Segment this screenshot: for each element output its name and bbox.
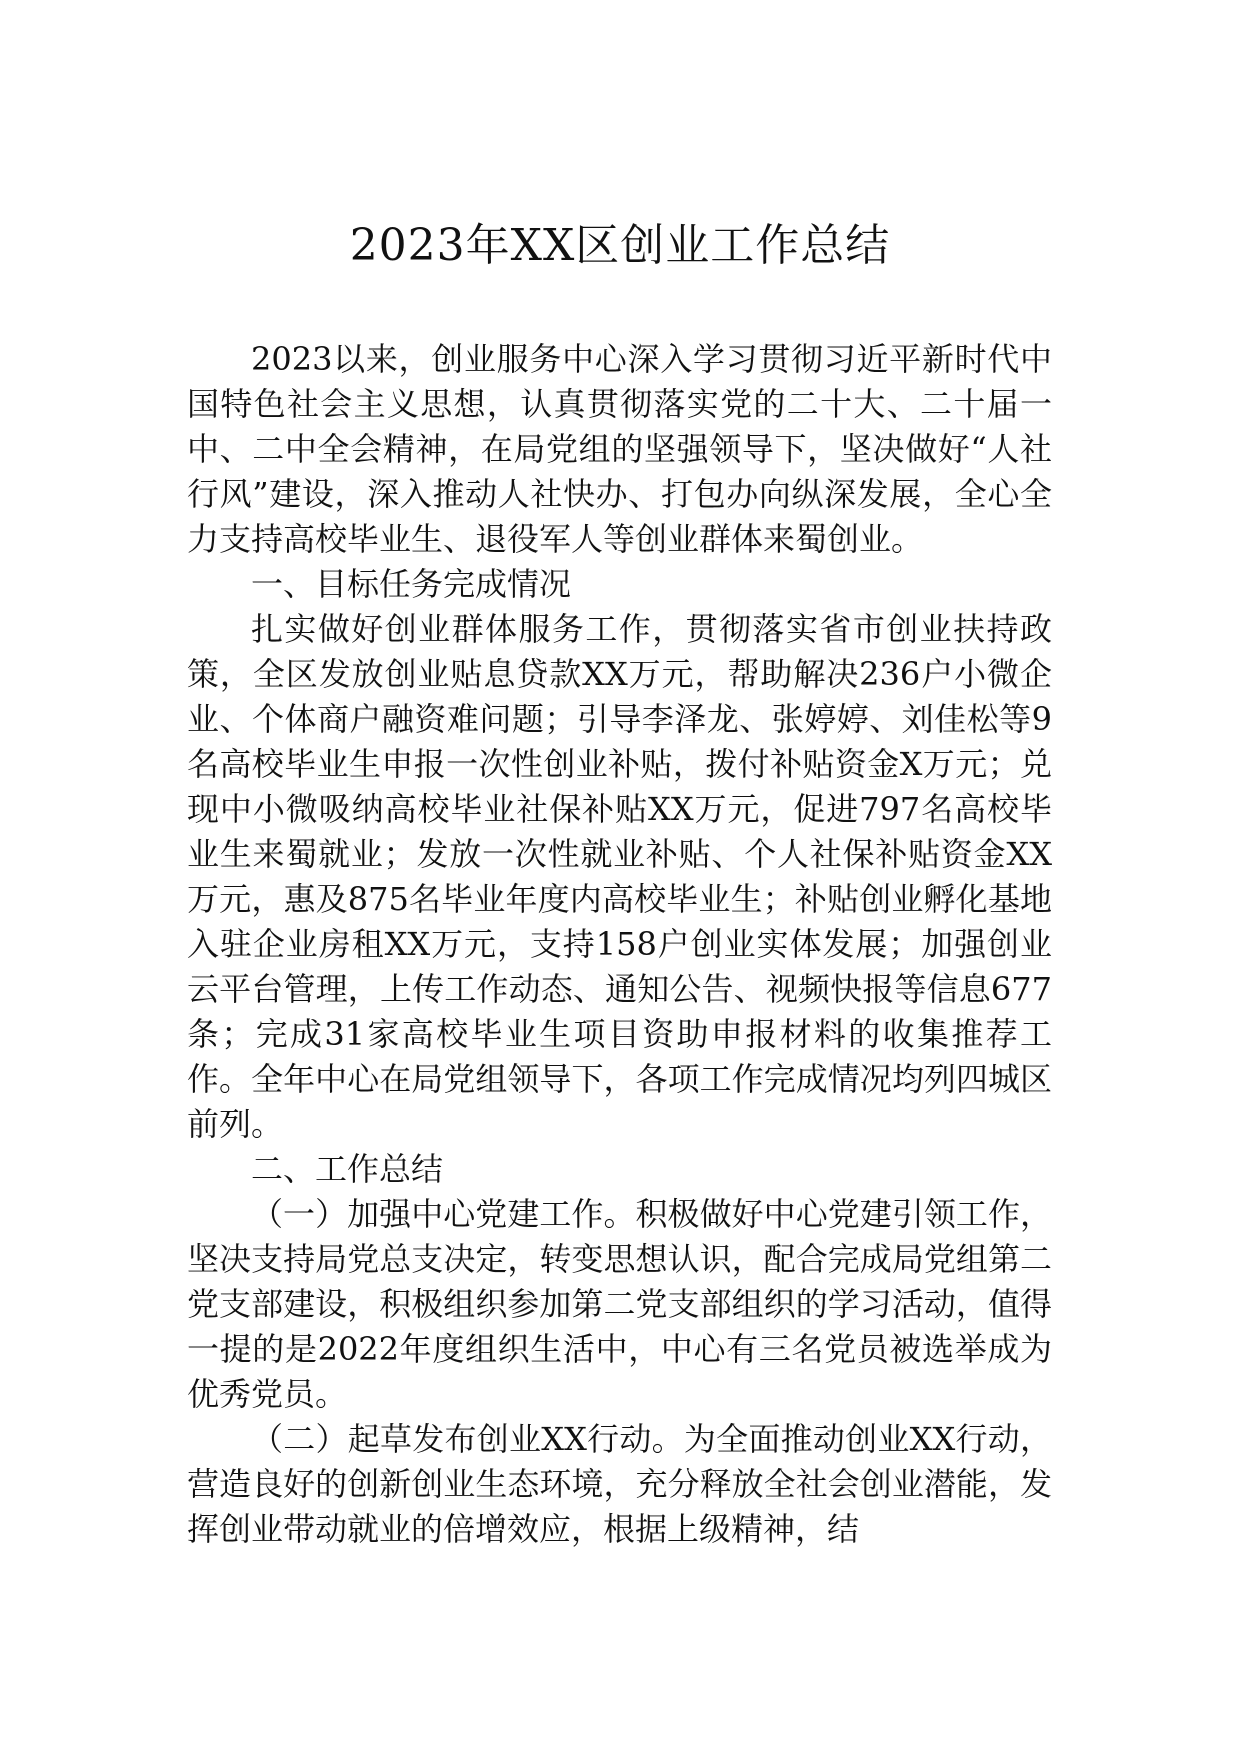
document-body [187,337,1052,1552]
intro-paragraph: 2023以来，创业服务中心深入学习贯彻习近平新时代中国特色社会主义思想，认真贯彻落实党的二十大、二十届一中、二中全会精神，在局党组的坚强领导下，坚决做好“人社行风”建设，深入推动人社快办、打包办向纵深发展，全心全力支持高校毕业生、退役军人等创业群体来蜀创业。 [187,340,1052,558]
section-heading-targets: 一、目标任务完成情况 [251,565,572,603]
document-title: 2023年XX区创业工作总结 [349,220,891,271]
action-plan-paragraph: （二）起草发布创业XX行动。为全面推动创业XX行动，营造良好的创新创业生态环境，充分释放全社会创业潜能，发挥创业带动就业的倍增效应，根据上级精神，结 [187,1420,1052,1548]
targets-paragraph: 扎实做好创业群体服务工作，贯彻落实省市创业扶持政策，全区发放创业贴息贷款XX万元，帮助解决236户小微企业、个体商户融资难问题；引导李泽龙、张婷婷、刘佳松等9名高校毕业生申报一次性创业补贴，拨付补贴资金X万元；兑现中小微吸纳高校毕业社保补贴XX万元，促进797名高校毕业生来蜀就业；发放一次性就业补贴、个人社保补贴资金XX万元，惠及875名毕业年度内高校毕业生；补贴创业孵化基地入驻企业房租XX万元，支持158户创业实体发展；加强创业云平台管理，上传工作动态、通知公告、视频快报等信息677条；完成31家高校毕业生项目资助申报材料的收集推荐工作。全年中心在局党组领导下，各项工作完成情况均列四城区前列。 [187,610,1052,1143]
section-heading-summary: 二、工作总结 [251,1150,444,1188]
party-building-paragraph: （一）加强中心党建工作。积极做好中心党建引领工作，坚决支持局党总支决定，转变思想认识，配合完成局党组第二党支部建设，积极组织参加第二党支部组织的学习活动，值得一提的是2022年度组织生活中，中心有三名党员被选举成为优秀党员。 [187,1195,1052,1413]
